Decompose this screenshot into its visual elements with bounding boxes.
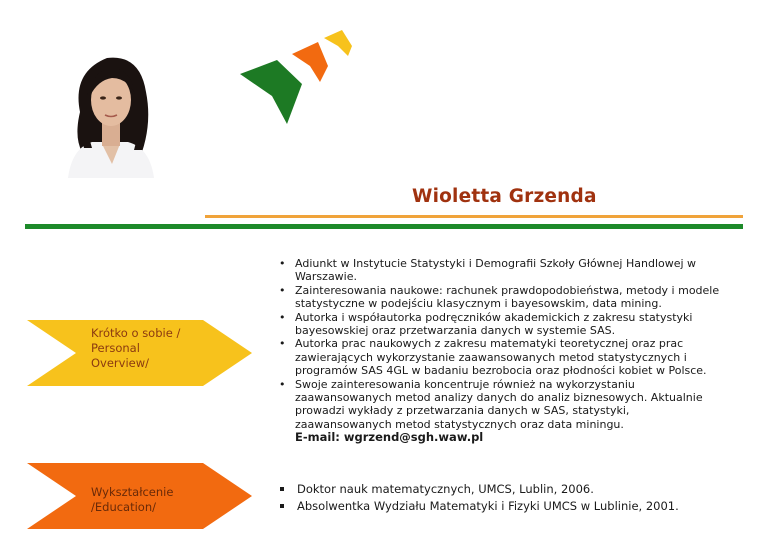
- green-divider: [25, 224, 743, 229]
- list-item: • Swoje zainteresowania koncentruje również na wykorzystaniu zaawansowanych metod analizy danych do analiz biznesowych. Aktualnie prowadzi wykłady z przetwarzania danych w SAS, statystyki, zaawansowanych metod statystycznych oraz data miningu.: [279, 377, 703, 431]
- tab-label-personal-overview: Krótko o sobie / Personal Overview/: [91, 326, 181, 370]
- education-list: [280, 481, 740, 514]
- list-item: Absolwentka Wydziału Matematyki i Fizyki UMCS w Lublinie, 2001.: [280, 498, 740, 515]
- tab-education: [27, 463, 252, 529]
- tab-label-education: Wykształcenie /Education/: [91, 485, 174, 514]
- tab-personal-overview: [27, 320, 252, 386]
- personal-overview-list: [278, 257, 728, 431]
- list-item: Doktor nauk matematycznych, UMCS, Lublin, 2006.: [280, 481, 740, 498]
- bullet-icon: •: [279, 257, 286, 270]
- square-bullet-icon: [280, 504, 284, 508]
- bullet-icon: •: [279, 377, 286, 391]
- square-bullet-icon: [280, 487, 284, 491]
- person-name: Wioletta Grzenda: [412, 186, 597, 207]
- list-item: • Adiunkt w Instytucie Statystyki i Demografii Szkoły Głównej Handlowej w Warszawie.: [279, 257, 697, 284]
- bullet-icon: •: [279, 283, 286, 297]
- bullet-icon: •: [279, 337, 286, 351]
- arrow-shapes-logo: [232, 26, 362, 126]
- portrait-photo: [62, 52, 160, 178]
- email-link[interactable]: E-mail: wgrzend@sgh.waw.pl: [295, 430, 484, 444]
- list-item: • Zainteresowania naukowe: rachunek prawdopodobieństwa, metody i modele statystyczne w podejściu klasycznym i bayesowskim, data mining.: [279, 283, 720, 311]
- list-item: • Autorka prac naukowych z zakresu matematyki teoretycznej oraz prac zawierających wykorzystanie zaawansowanych metod statystycznych i programów SAS 4GL w badaniu bezrobocia oraz płodności kobiet w Polsce.: [279, 337, 707, 378]
- list-item: • Autorka i współautorka podręczników akademickich z zakresu statystyki bayesowskiej oraz przetwarzania danych w systemie SAS.: [279, 310, 693, 338]
- bullet-icon: •: [279, 310, 286, 324]
- orange-divider: [205, 215, 743, 218]
